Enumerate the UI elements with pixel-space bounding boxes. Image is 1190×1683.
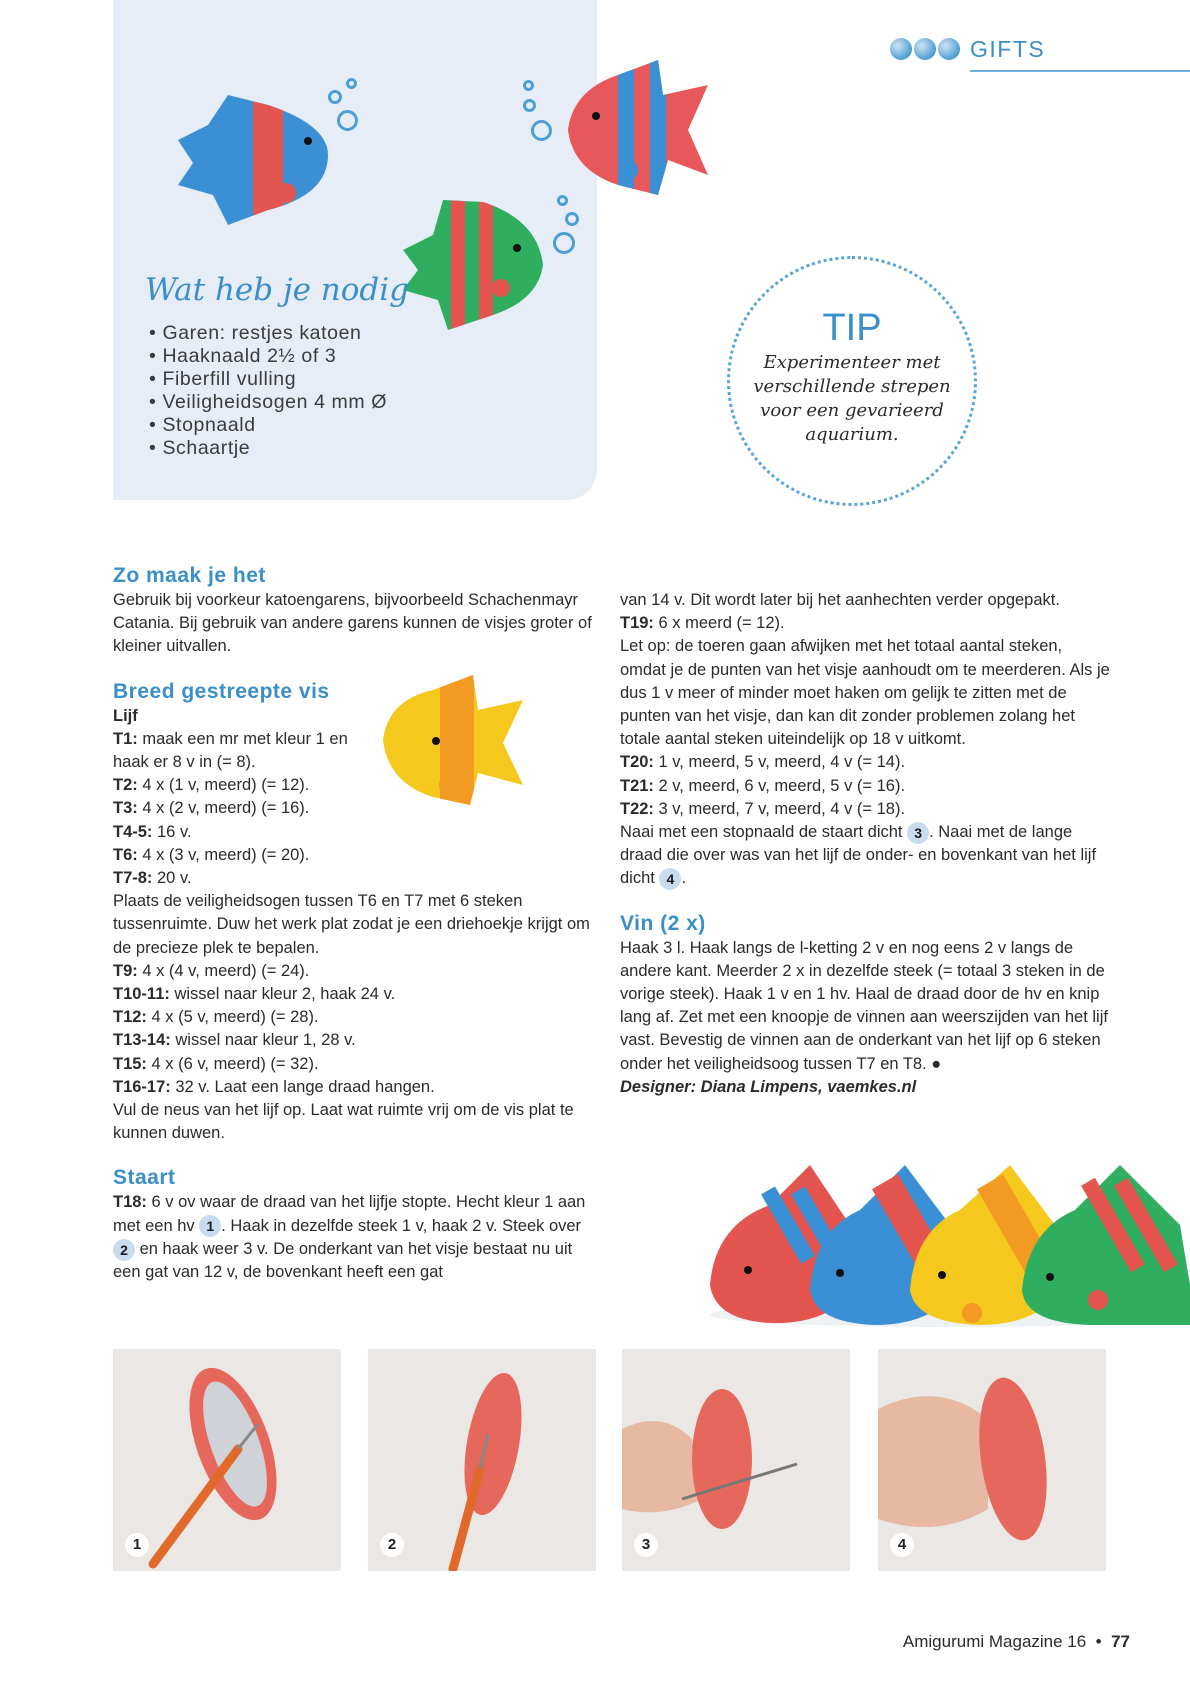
tip-title: TIP (822, 307, 882, 349)
pattern-row: T4-5: 16 v. (113, 822, 192, 841)
materials-item: • Veiligheidsogen 4 mm Ø (149, 391, 387, 414)
step-photo-4 (878, 1349, 1106, 1571)
bubble-decoration (565, 212, 579, 226)
step-badge: 1 (199, 1215, 221, 1237)
photo-number-badge: 1 (125, 1533, 149, 1557)
step-photo-2 (368, 1349, 596, 1571)
tip-circle (727, 256, 977, 506)
tail-text: T18: 6 v ov waar de draad van het lijfje stopte. Hecht kleur 1 aan met een hv 1 . Haak in dezelfde steek 1 v, haak 2 v. Steek over 2 en haak weer 3 v. De onderkant van het visje bestaat nu uit een gat van 12 v, de bovenkant heeft een gat (113, 1193, 586, 1282)
stitch-note: Let op: de toeren gaan afwijken met het totaal aantal steken, omdat je de punten van het visje aanhoudt om te meerderen. Als je dus 1 v meer of minder moet haken om gelijk te zitten met de punten van het visje, dan kan dit zonder problemen zolang het totale aantal steken uiteindelijk op 18 v uitkomt. (620, 637, 1110, 749)
intro-heading: Zo maak je het (113, 564, 266, 587)
materials-title: Wat heb je nodig (145, 272, 410, 308)
bubble-decoration (557, 195, 568, 206)
pattern-row: T15: 4 x (6 v, meerd) (= 32). (113, 1054, 319, 1073)
red-blue-fish-image (558, 60, 718, 205)
right-column (620, 589, 1110, 1099)
green-red-fish-image (393, 190, 553, 335)
pattern-row: T9: 4 x (4 v, meerd) (= 24). (113, 961, 310, 980)
blue-red-fish-image (168, 85, 348, 230)
materials-item: • Fiberfill vulling (149, 368, 387, 391)
section-header (890, 34, 1190, 74)
page-number: 77 (1111, 1632, 1130, 1651)
photo-number-badge: 4 (890, 1533, 914, 1557)
pattern-row: T7-8: 20 v. (113, 869, 192, 888)
body-heading: Lijf (113, 706, 138, 725)
photo-number-badge: 2 (380, 1533, 404, 1557)
rows-block (113, 728, 368, 890)
bubble-decoration (531, 120, 552, 141)
step-badge: 2 (113, 1239, 135, 1261)
materials-panel (113, 0, 597, 500)
tail-heading: Staart (113, 1166, 176, 1190)
materials-item: • Stopnaald (149, 414, 387, 437)
fin-text: Haak 3 l. Haak langs de l-ketting 2 v en nog eens 2 v langs de andere kant. Meerder 2 x in dezelfde steek (= totaal 3 steken in de vorige steek). Haak 1 v en 1 hv. Haal de draad door de hv en knip lang af. Zet met een knoopje de vinnen aan weerszijden van het lijf vast. Bevestig de vinnen aan de onderkant van het lijf op 6 steken onder het veiligheidsoog tussen T7 en T8. ● (620, 938, 1108, 1073)
yarn-ball-icon (938, 38, 960, 60)
sew-text: Naai met een stopnaald de staart dicht 3 . Naai met de lange draad die over was van het lijf de onder- en bovenkant van het lijf dicht 4 . (620, 821, 1110, 891)
pattern-row: T20: 1 v, meerd, 5 v, meerd, 4 v (= 14). (620, 753, 906, 772)
pattern-row: T12: 4 x (5 v, meerd) (= 28). (113, 1008, 319, 1027)
fin-heading: Vin (2 x) (620, 911, 706, 935)
bubble-decoration (553, 232, 575, 254)
yarn-ball-icon (914, 38, 936, 60)
bubble-decoration (523, 99, 536, 112)
magazine-name: Amigurumi Magazine 16 (902, 1632, 1087, 1651)
yellow-orange-fish-image (378, 675, 528, 810)
step-photo-1 (113, 1349, 341, 1571)
designer-credit: Designer: Diana Limpens, vaemkes.nl (620, 1077, 917, 1096)
fill-note: Vul de neus van het lijf op. Laat wat ruimte vrij om de vis plat te kunnen duwen. (113, 1101, 574, 1143)
pattern-row: T21: 2 v, meerd, 6 v, meerd, 5 v (= 16). (620, 776, 906, 795)
pattern-row: T3: 4 x (2 v, meerd) (= 16). (113, 799, 310, 818)
photo-number-badge: 3 (634, 1533, 658, 1557)
step-photo-3 (622, 1349, 850, 1571)
section-heading: Breed gestreepte vis (113, 679, 330, 703)
pattern-row: T13-14: wissel naar kleur 1, 28 v. (113, 1031, 356, 1050)
step-badge: 4 (659, 868, 681, 890)
bubble-decoration (346, 78, 357, 89)
fish-group-image (710, 1165, 1190, 1330)
pattern-row: T16-17: 32 v. Laat een lange draad hangen. (113, 1077, 435, 1096)
bubble-decoration (328, 90, 342, 104)
left-column (113, 563, 593, 1284)
section-label: GIFTS (970, 36, 1046, 62)
pattern-row: T10-11: wissel naar kleur 2, haak 24 v. (113, 985, 396, 1004)
pattern-row: T1: maak een mr met kleur 1 en haak er 8 v in (= 8). (113, 729, 348, 772)
step-badge: 3 (907, 822, 929, 844)
footer-separator: • (1095, 1632, 1102, 1651)
yarn-ball-icon (890, 38, 912, 60)
materials-list (149, 322, 387, 460)
intro-text: Gebruik bij voorkeur katoengarens, bijvoorbeeld Schachenmayr Catania. Bij gebruik van andere garens kunnen de visjes groter of kleiner uitvallen. (113, 591, 592, 656)
pattern-row: T2: 4 x (1 v, meerd) (= 12). (113, 776, 310, 795)
materials-item: • Schaartje (149, 437, 387, 460)
pattern-row: T6: 4 x (3 v, meerd) (= 20). (113, 845, 310, 864)
continued-text: van 14 v. Dit wordt later bij het aanhechten verder opgepakt. (620, 591, 1060, 609)
eyes-note: Plaats de veiligheidsogen tussen T6 en T7 met 6 steken tussenruimte. Duw het werk plat zodat je een driehoekje krijgt om de precieze plek te bepalen. (113, 892, 590, 957)
tip-text: Experimenteer met verschillende strepen voor een gevarieerd aquarium. (753, 352, 951, 445)
materials-item: • Garen: restjes katoen (149, 322, 387, 345)
pattern-row: T19: 6 x meerd (= 12). (620, 614, 785, 633)
bubble-decoration (337, 110, 358, 131)
bubble-decoration (523, 80, 534, 91)
page-footer (903, 1632, 1130, 1652)
header-rule (970, 70, 1190, 72)
materials-item: • Haaknaald 2½ of 3 (149, 345, 387, 368)
pattern-row: T22: 3 v, meerd, 7 v, meerd, 4 v (= 18). (620, 799, 906, 818)
